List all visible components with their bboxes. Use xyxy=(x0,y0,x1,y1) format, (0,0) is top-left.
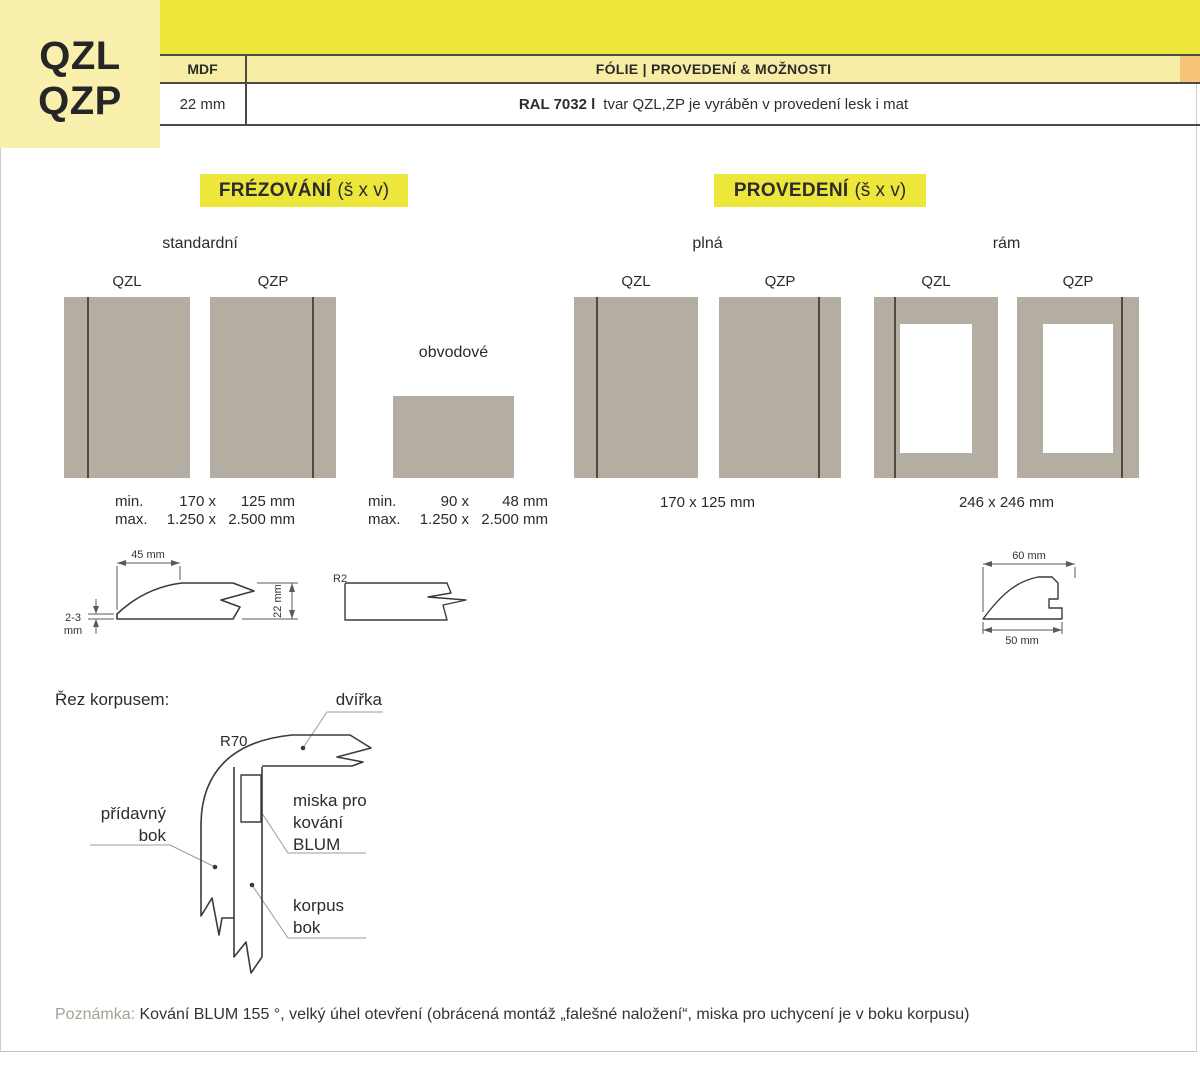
blum-cup-rect xyxy=(241,775,261,822)
label-korpus-line2: bok xyxy=(293,918,321,937)
door-panel-qzp-ram xyxy=(1017,297,1139,478)
orange-corner-block xyxy=(1180,56,1200,82)
profile-groove-line xyxy=(1121,297,1123,478)
ral-code: RAL 7032 l xyxy=(518,95,596,113)
label-plna: plná xyxy=(692,235,723,252)
profile-groove-line xyxy=(87,297,89,478)
door-panel-qzp-plna xyxy=(719,297,841,478)
product-code-box xyxy=(0,0,160,148)
panel-label-qzl-ram: QZL xyxy=(921,273,951,290)
label-obvodove: obvodové xyxy=(418,344,489,361)
header-column-divider xyxy=(245,56,247,124)
door-panel-qzp-standard xyxy=(210,297,336,478)
dims-min-height: 125 mm xyxy=(240,493,295,510)
product-code-line1: QZL xyxy=(39,34,121,78)
label-miska-line1: miska pro xyxy=(293,791,367,810)
provedeni-title: PROVEDENÍ xyxy=(733,179,849,201)
header-divider-middle xyxy=(158,82,1200,84)
product-code-line2: QZP xyxy=(38,79,122,123)
label-korpus-bok xyxy=(293,895,344,939)
label-korpus-line1: korpus xyxy=(293,896,345,915)
dims-max-label: max. xyxy=(368,511,401,528)
dims-plna: 170 x 125 mm xyxy=(659,494,756,511)
dims-min-label: min. xyxy=(368,493,397,510)
dims-standard xyxy=(115,493,295,529)
door-panel-qzl-ram xyxy=(874,297,998,478)
panel-label-qzp-standard: QZP xyxy=(257,273,289,290)
ral-description: tvar QZL,ZP je vyráběn v provedení lesk i mat xyxy=(603,95,909,113)
label-standardni: standardní xyxy=(162,235,238,252)
door-panel-qzl-plna xyxy=(574,297,698,478)
panel-label-qzp-plna: QZP xyxy=(764,273,796,290)
label-ram: rám xyxy=(992,235,1021,252)
door-panel-qzl-standard xyxy=(64,297,190,478)
frezovani-title: FRÉZOVÁNÍ xyxy=(218,179,332,201)
dims-obvodove xyxy=(368,493,548,529)
dim-22mm-label: 22 mm xyxy=(272,584,284,618)
dims-max-height: 2.500 mm xyxy=(228,511,295,528)
door-panel-obvodove xyxy=(393,396,514,478)
label-pridavny-bok xyxy=(90,803,166,847)
label-miska-blum xyxy=(293,790,367,856)
thickness-value: 22 mm xyxy=(179,95,226,113)
dim-22mm-lines xyxy=(242,583,298,619)
dims-min-label: min. xyxy=(115,493,144,510)
dim-50mm-lines xyxy=(983,622,1062,634)
profile-groove-line xyxy=(312,297,314,478)
dim-2-3mm-lines xyxy=(88,599,114,634)
panel-label-qzl-standard: QZL xyxy=(112,273,142,290)
dims-min-width: 90 x xyxy=(440,493,469,510)
section-frezovani-header xyxy=(200,174,408,207)
label-pridavny-line1: přídavný xyxy=(100,804,166,823)
profile-outline xyxy=(983,577,1062,619)
dims-max-width: 1.250 x xyxy=(419,511,469,528)
profile-drawing-edge-45mm xyxy=(40,545,310,650)
dims-ram: 246 x 246 mm xyxy=(958,494,1055,511)
profile-groove-line xyxy=(894,297,896,478)
footnote-text: Kování BLUM 155 °, velký úhel otevření (obrácená montáž „falešné naložení“, miska pro uchycení je v boku korpusu) xyxy=(135,1006,970,1023)
footnote-label: Poznámka: xyxy=(55,1006,136,1023)
label-r70: R70 xyxy=(220,733,248,750)
panel-label-qzp-ram: QZP xyxy=(1062,273,1094,290)
dim-45mm-label: 45 mm xyxy=(131,549,165,561)
dim-50mm-label: 50 mm xyxy=(1005,635,1039,647)
header-divider-bottom xyxy=(158,124,1200,126)
radius-label: R2 xyxy=(333,573,348,585)
profile-groove-line xyxy=(818,297,820,478)
label-miska-line3: BLUM xyxy=(293,835,341,854)
dim-edge-label-line2: mm xyxy=(63,625,83,637)
dims-max-height: 2.500 mm xyxy=(481,511,548,528)
footnote xyxy=(55,1006,1155,1024)
section-provedeni-header xyxy=(714,174,926,207)
rez-title: Řez korpusem: xyxy=(55,690,170,709)
material-label: MDF xyxy=(187,61,218,77)
additional-side-outline xyxy=(201,823,234,935)
dim-60mm-label: 60 mm xyxy=(1012,550,1046,562)
provedeni-title-suffix: (š x v) xyxy=(854,179,907,201)
profile-groove-line xyxy=(596,297,598,478)
dims-min-width: 170 x xyxy=(179,493,216,510)
dim-edge-label-line1: 2-3 xyxy=(65,612,81,624)
frame-cutout xyxy=(1043,324,1113,453)
profile-drawing-r2 xyxy=(325,565,475,635)
label-miska-line2: kování xyxy=(293,813,344,832)
label-pridavny-line2: bok xyxy=(138,826,166,845)
frezovani-title-suffix: (š x v) xyxy=(337,179,390,201)
label-dvirka: dvířka xyxy=(335,690,382,709)
ral-info-line xyxy=(247,84,1180,124)
header-title: FÓLIE | PROVEDENÍ & MOŽNOSTI xyxy=(595,61,832,77)
header-divider-top xyxy=(158,54,1200,56)
profile-outline xyxy=(117,583,254,619)
dims-max-label: max. xyxy=(115,511,148,528)
frame-cutout xyxy=(900,324,972,453)
panel-label-qzl-plna: QZL xyxy=(621,273,651,290)
profile-outline xyxy=(345,583,466,620)
dims-min-height: 48 mm xyxy=(502,493,548,510)
profile-drawing-edge-60mm xyxy=(950,545,1095,650)
dims-max-width: 1.250 x xyxy=(166,511,216,528)
header-yellow-bar xyxy=(160,0,1200,54)
